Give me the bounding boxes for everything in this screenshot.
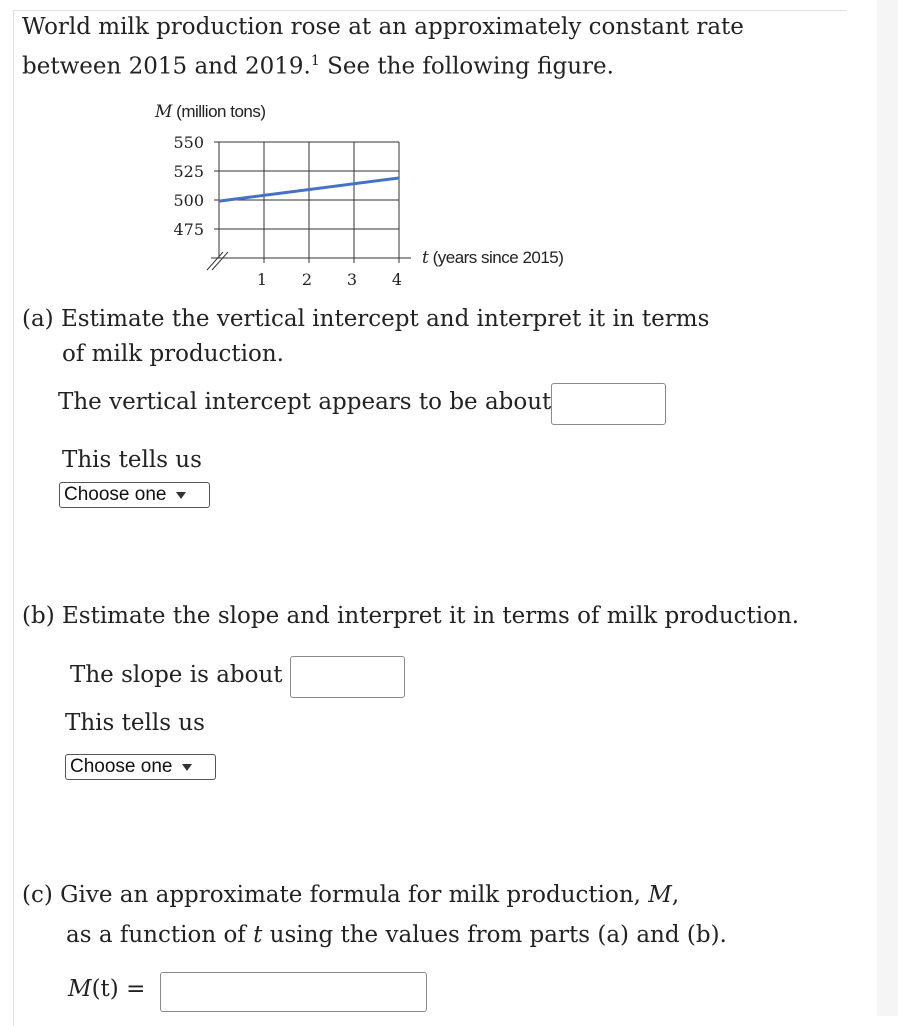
- part-a-question-line-1: (a) Estimate the vertical intercept and interpret it in terms: [22, 306, 710, 332]
- y-axis-label: [155, 102, 266, 122]
- x-tick-label: 3: [346, 270, 358, 289]
- part-c-q2-text: as a function of: [66, 922, 254, 948]
- part-c-q1-comma: ,: [671, 882, 680, 908]
- y-axis-unit: (million tons): [176, 102, 266, 121]
- part-b-question: (b) Estimate the slope and interpret it in terms of milk production.: [22, 603, 800, 629]
- chart-grid: [211, 142, 411, 263]
- y-tick-label: 525: [173, 162, 204, 181]
- y-axis-var: M: [155, 102, 172, 122]
- part-b-answer-prompt: The slope is about: [70, 662, 283, 688]
- part-c-q2-text-end: using the values from parts (a) and (b).: [262, 922, 727, 948]
- x-tick-label: 1: [256, 270, 268, 289]
- formula-arg: (t): [91, 976, 119, 1002]
- part-a-interpretation-select[interactable]: [59, 482, 210, 508]
- footnote-marker[interactable]: 1: [310, 53, 320, 69]
- x-tick-label: 2: [301, 270, 313, 289]
- part-c-question-line-1: [22, 882, 679, 908]
- intro-line-2: [22, 53, 614, 80]
- formula-label: [68, 976, 145, 1002]
- part-b-tells-label: This tells us: [65, 710, 205, 736]
- formula-fn: M: [68, 976, 92, 1002]
- x-axis-var: t: [422, 248, 429, 268]
- vertical-intercept-input[interactable]: [551, 383, 666, 425]
- x-tick-label: 4: [391, 270, 403, 289]
- intro-line-2-start: between 2015 and 2019.: [22, 53, 311, 80]
- x-axis-label: [422, 248, 563, 268]
- part-a-question-line-2: of milk production.: [62, 341, 284, 367]
- slope-input[interactable]: [290, 656, 405, 698]
- part-a-tells-label: This tells us: [62, 447, 202, 473]
- part-c-q1-text: (c) Give an approximate formula for milk production,: [22, 882, 649, 908]
- part-a-select-label: Choose one: [64, 484, 167, 505]
- part-c-q2-var: t: [253, 922, 263, 948]
- intro-line-2-end: See the following figure.: [319, 53, 614, 80]
- chevron-down-icon: [182, 764, 192, 771]
- y-tick-label: 500: [173, 191, 204, 210]
- y-tick-label: 475: [173, 220, 204, 239]
- part-c-question-line-2: [66, 922, 727, 948]
- intro-line-1: World milk production rose at an approximately constant rate: [22, 14, 744, 40]
- part-c-q1-var: M: [648, 882, 672, 908]
- part-a-answer-prompt: The vertical intercept appears to be about: [58, 389, 552, 415]
- chevron-down-icon: [176, 492, 186, 499]
- part-b-interpretation-select[interactable]: [65, 754, 216, 780]
- right-gutter: [877, 0, 898, 1016]
- axis-break: [207, 252, 228, 270]
- milk-production-chart: [160, 128, 440, 293]
- part-b-select-label: Choose one: [70, 756, 173, 777]
- x-axis-unit: (years since 2015): [432, 248, 564, 267]
- y-tick-label: 550: [173, 133, 204, 152]
- chart-x-ticks: [257, 270, 402, 289]
- chart-y-ticks: [173, 133, 219, 239]
- formula-input[interactable]: [160, 972, 427, 1012]
- formula-equals: =: [118, 976, 146, 1002]
